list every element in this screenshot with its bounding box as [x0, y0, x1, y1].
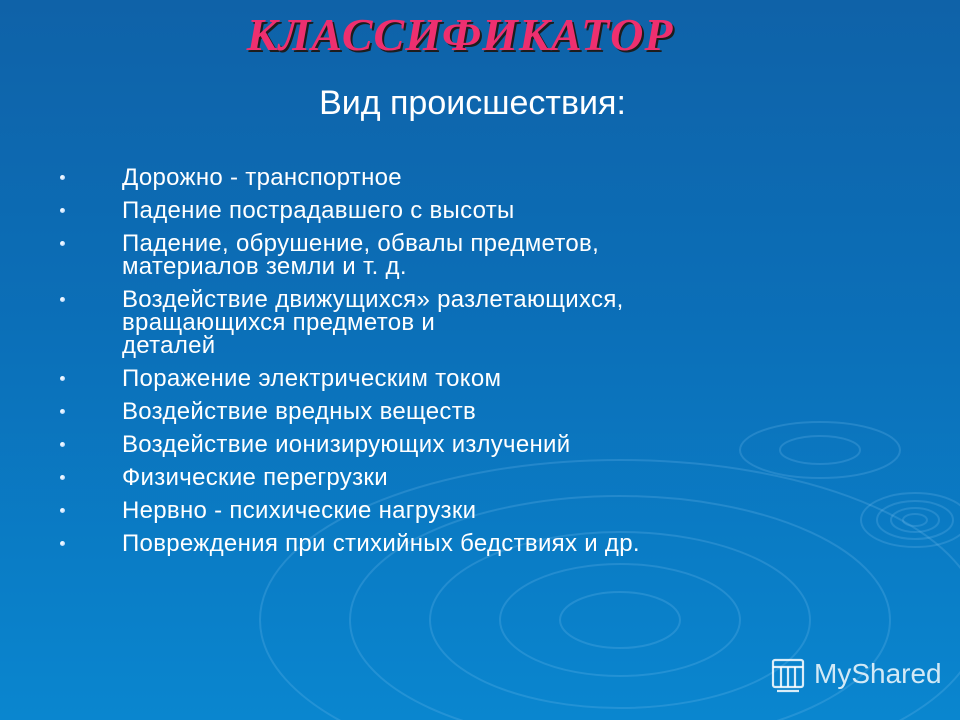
list-item-text: Поражение электрическим током: [122, 365, 502, 392]
list-item: [60, 433, 920, 456]
list-item: [60, 499, 920, 522]
incident-type-list: [60, 166, 920, 565]
bullet-icon: [60, 175, 65, 180]
list-item-text: Нервно - психические нагрузки: [122, 497, 477, 524]
bullet-icon: [60, 541, 65, 546]
list-item: [60, 367, 920, 390]
list-item-text: Падение пострадавшего с высоты: [122, 197, 515, 224]
slide-title: КЛАССИФИКАТОР: [246, 9, 674, 60]
list-item-text: Повреждения при стихийных бедствиях и др.: [122, 530, 640, 557]
list-item: [60, 232, 920, 278]
list-item: [60, 466, 920, 489]
bullet-icon: [60, 442, 65, 447]
bullet-icon: [60, 208, 65, 213]
list-item: [60, 199, 920, 222]
list-item-text: Воздействие движущихся» разлетающихся, вращающихся предметов и деталей: [122, 286, 624, 359]
list-item-text: Физические перегрузки: [122, 464, 388, 491]
bullet-icon: [60, 475, 65, 480]
bullet-icon: [60, 376, 65, 381]
list-item-text: Воздействие ионизирующих излучений: [122, 431, 571, 458]
bullet-icon: [60, 297, 65, 302]
list-item: [60, 166, 920, 189]
building-icon: [768, 654, 808, 694]
list-item-text: Падение, обрушение, обвалы предметов, материалов земли и т. д.: [122, 230, 600, 280]
list-item: [60, 400, 920, 423]
list-item: [60, 288, 920, 357]
bullet-icon: [60, 508, 65, 513]
list-item-text: Дорожно - транспортное: [122, 164, 402, 191]
watermark: [768, 654, 942, 694]
list-item-text: Воздействие вредных веществ: [122, 398, 477, 425]
watermark-text: MyShared: [814, 658, 942, 689]
bullet-icon: [60, 241, 65, 246]
bullet-icon: [60, 409, 65, 414]
list-item: [60, 532, 920, 555]
slide-subtitle: Вид происшествия:: [319, 84, 626, 122]
